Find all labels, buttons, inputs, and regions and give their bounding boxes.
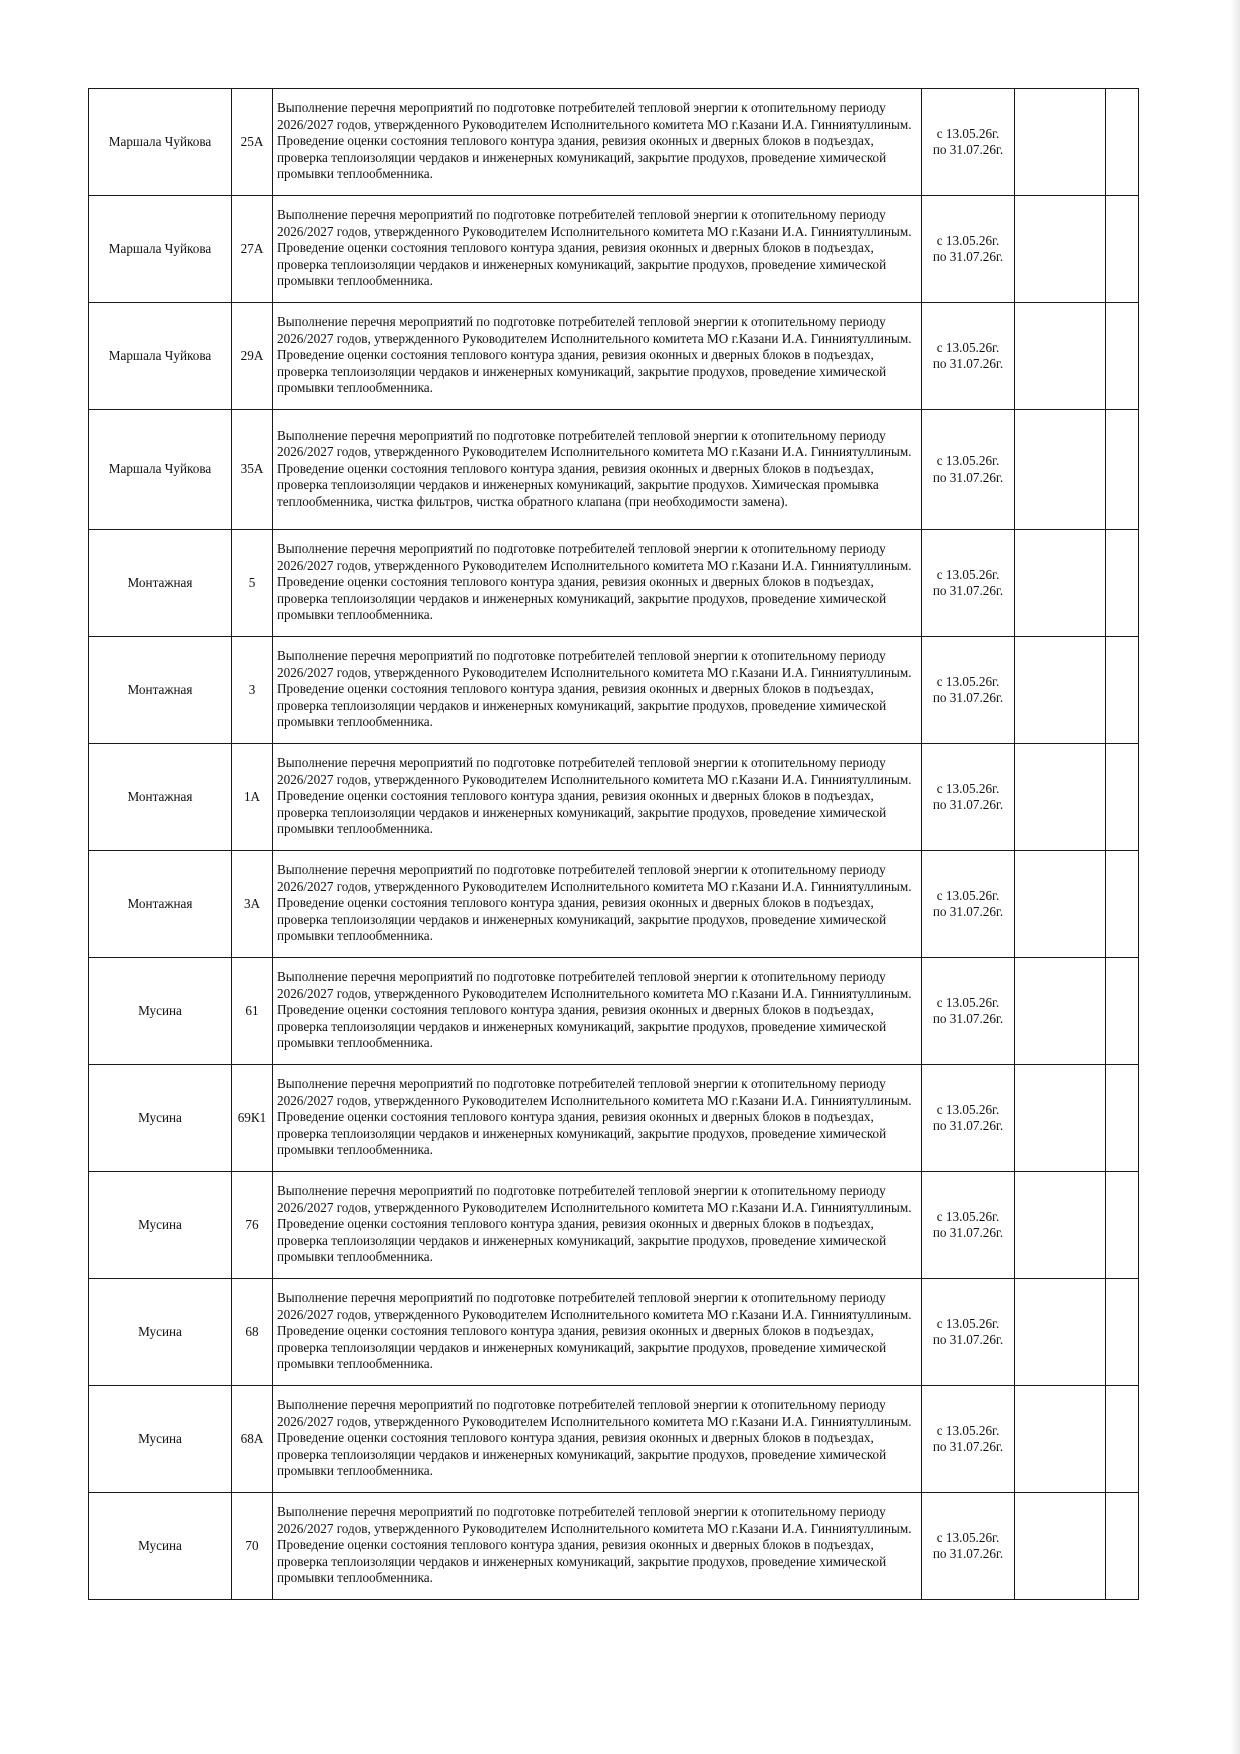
period-from: с 13.05.26г. — [936, 232, 1000, 248]
period-from: с 13.05.26г. — [936, 1422, 1000, 1438]
empty-cell — [1015, 744, 1106, 851]
work-description-cell: Выполнение перечня мероприятий по подготовке потребителей тепловой энергии к отопительному периоду 2026/2027 годов, утвержденного Руководителем Исполнительного комитета МО г.Казани И.А. Гинниятуллиным. Проведение оценки состояния теплового контура здания, ревизия оконных и дверных блоков в подъездах, проверка теплоизоляции чердаков и инженерных комуникаций, закрытие продухов, проведение химической промывки теплообменника. — [273, 958, 922, 1065]
street-cell: Маршала Чуйкова — [89, 303, 232, 410]
period-to: по 31.07.26г. — [932, 1546, 1004, 1561]
period-cell — [922, 303, 1015, 410]
period-from: с 13.05.26г. — [936, 1101, 1000, 1117]
house-number-cell: 5 — [232, 530, 273, 637]
empty-cell — [1015, 958, 1106, 1065]
empty-cell — [1106, 196, 1139, 303]
empty-cell — [1106, 410, 1139, 530]
period-cell — [922, 196, 1015, 303]
table-row — [89, 1493, 1139, 1600]
period-cell — [922, 410, 1015, 530]
empty-cell — [1106, 530, 1139, 637]
period-cell — [922, 637, 1015, 744]
empty-cell — [1106, 1279, 1139, 1386]
period-cell — [922, 530, 1015, 637]
work-description-cell: Выполнение перечня мероприятий по подготовке потребителей тепловой энергии к отопительному периоду 2026/2027 годов, утвержденного Руководителем Исполнительного комитета МО г.Казани И.А. Гинниятуллиным. Проведение оценки состояния теплового контура здания, ревизия оконных и дверных блоков в подъездах, проверка теплоизоляции чердаков и инженерных комуникаций, закрытие продухов, проведение химической промывки теплообменника. — [273, 851, 922, 958]
house-number-cell: 70 — [232, 1493, 273, 1600]
empty-cell — [1015, 1493, 1106, 1600]
empty-cell — [1015, 303, 1106, 410]
empty-cell — [1015, 1172, 1106, 1279]
house-number-cell: 27А — [232, 196, 273, 303]
period-from: с 13.05.26г. — [936, 780, 1000, 796]
work-description-cell: Выполнение перечня мероприятий по подготовке потребителей тепловой энергии к отопительному периоду 2026/2027 годов, утвержденного Руководителем Исполнительного комитета МО г.Казани И.А. Гинниятуллиным. Проведение оценки состояния теплового контура здания, ревизия оконных и дверных блоков в подъездах, проверка теплоизоляции чердаков и инженерных комуникаций, закрытие продухов. Химическая промывка теплообменника, чистка фильтров, чистка обратного клапана (при необходимости замена). — [273, 410, 922, 530]
work-description-cell: Выполнение перечня мероприятий по подготовке потребителей тепловой энергии к отопительному периоду 2026/2027 годов, утвержденного Руководителем Исполнительного комитета МО г.Казани И.А. Гинниятуллиным. Проведение оценки состояния теплового контура здания, ревизия оконных и дверных блоков в подъездах, проверка теплоизоляции чердаков и инженерных комуникаций, закрытие продухов, проведение химической промывки теплообменника. — [273, 1493, 922, 1600]
scan-page-edge — [1230, 0, 1240, 1754]
period-to: по 31.07.26г. — [932, 690, 1004, 705]
table-body — [89, 89, 1139, 1600]
work-description-cell: Выполнение перечня мероприятий по подготовке потребителей тепловой энергии к отопительному периоду 2026/2027 годов, утвержденного Руководителем Исполнительного комитета МО г.Казани И.А. Гинниятуллиным. Проведение оценки состояния теплового контура здания, ревизия оконных и дверных блоков в подъездах, проверка теплоизоляции чердаков и инженерных комуникаций, закрытие продухов, проведение химической промывки теплообменника. — [273, 637, 922, 744]
empty-cell — [1015, 1065, 1106, 1172]
street-cell: Монтажная — [89, 637, 232, 744]
table-row — [89, 1065, 1139, 1172]
period-cell — [922, 851, 1015, 958]
street-cell: Мусина — [89, 1172, 232, 1279]
empty-cell — [1106, 303, 1139, 410]
table-row — [89, 637, 1139, 744]
period-to: по 31.07.26г. — [932, 249, 1004, 264]
empty-cell — [1015, 196, 1106, 303]
period-cell — [922, 744, 1015, 851]
work-description-cell: Выполнение перечня мероприятий по подготовке потребителей тепловой энергии к отопительному периоду 2026/2027 годов, утвержденного Руководителем Исполнительного комитета МО г.Казани И.А. Гинниятуллиным. Проведение оценки состояния теплового контура здания, ревизия оконных и дверных блоков в подъездах, проверка теплоизоляции чердаков и инженерных комуникаций, закрытие продухов, проведение химической промывки теплообменника. — [273, 1172, 922, 1279]
empty-cell — [1106, 744, 1139, 851]
table-row — [89, 410, 1139, 530]
period-from: с 13.05.26г. — [936, 994, 1000, 1010]
period-from: с 13.05.26г. — [936, 673, 1000, 689]
period-from: с 13.05.26г. — [936, 1529, 1000, 1545]
period-to: по 31.07.26г. — [932, 142, 1004, 157]
street-cell: Мусина — [89, 1279, 232, 1386]
period-from: с 13.05.26г. — [936, 453, 1000, 469]
empty-cell — [1106, 1386, 1139, 1493]
table-row — [89, 851, 1139, 958]
table-row — [89, 196, 1139, 303]
work-description-cell: Выполнение перечня мероприятий по подготовке потребителей тепловой энергии к отопительному периоду 2026/2027 годов, утвержденного Руководителем Исполнительного комитета МО г.Казани И.А. Гинниятуллиным. Проведение оценки состояния теплового контура здания, ревизия оконных и дверных блоков в подъездах, проверка теплоизоляции чердаков и инженерных комуникаций, закрытие продухов, проведение химической промывки теплообменника. — [273, 1279, 922, 1386]
table-row — [89, 303, 1139, 410]
period-cell — [922, 958, 1015, 1065]
period-to: по 31.07.26г. — [932, 1118, 1004, 1133]
street-cell: Монтажная — [89, 530, 232, 637]
empty-cell — [1015, 637, 1106, 744]
period-to: по 31.07.26г. — [932, 1011, 1004, 1026]
table-row — [89, 1279, 1139, 1386]
period-from: с 13.05.26г. — [936, 566, 1000, 582]
street-cell: Монтажная — [89, 744, 232, 851]
period-from: с 13.05.26г. — [936, 1315, 1000, 1331]
empty-cell — [1106, 1493, 1139, 1600]
street-cell: Мусина — [89, 1065, 232, 1172]
street-cell: Мусина — [89, 958, 232, 1065]
period-to: по 31.07.26г. — [932, 583, 1004, 598]
house-number-cell: 1А — [232, 744, 273, 851]
table-row — [89, 744, 1139, 851]
period-cell — [922, 89, 1015, 196]
work-description-cell: Выполнение перечня мероприятий по подготовке потребителей тепловой энергии к отопительному периоду 2026/2027 годов, утвержденного Руководителем Исполнительного комитета МО г.Казани И.А. Гинниятуллиным. Проведение оценки состояния теплового контура здания, ревизия оконных и дверных блоков в подъездах, проверка теплоизоляции чердаков и инженерных комуникаций, закрытие продухов, проведение химической промывки теплообменника. — [273, 1065, 922, 1172]
work-description-cell: Выполнение перечня мероприятий по подготовке потребителей тепловой энергии к отопительному периоду 2026/2027 годов, утвержденного Руководителем Исполнительного комитета МО г.Казани И.А. Гинниятуллиным. Проведение оценки состояния теплового контура здания, ревизия оконных и дверных блоков в подъездах, проверка теплоизоляции чердаков и инженерных комуникаций, закрытие продухов, проведение химической промывки теплообменника. — [273, 196, 922, 303]
period-from: с 13.05.26г. — [936, 339, 1000, 355]
period-from: с 13.05.26г. — [936, 887, 1000, 903]
period-cell — [922, 1279, 1015, 1386]
table-row — [89, 530, 1139, 637]
empty-cell — [1015, 89, 1106, 196]
house-number-cell: 68А — [232, 1386, 273, 1493]
house-number-cell: 35А — [232, 410, 273, 530]
period-to: по 31.07.26г. — [932, 469, 1004, 485]
house-number-cell: 3А — [232, 851, 273, 958]
period-cell — [922, 1065, 1015, 1172]
street-cell: Монтажная — [89, 851, 232, 958]
empty-cell — [1106, 958, 1139, 1065]
empty-cell — [1015, 410, 1106, 530]
period-cell — [922, 1493, 1015, 1600]
table-row — [89, 89, 1139, 196]
maintenance-schedule-table — [88, 88, 1139, 1600]
table-row — [89, 958, 1139, 1065]
empty-cell — [1106, 637, 1139, 744]
empty-cell — [1015, 1386, 1106, 1493]
house-number-cell: 3 — [232, 637, 273, 744]
street-cell: Мусина — [89, 1386, 232, 1493]
empty-cell — [1015, 1279, 1106, 1386]
period-to: по 31.07.26г. — [932, 1225, 1004, 1240]
empty-cell — [1106, 1172, 1139, 1279]
work-description-cell: Выполнение перечня мероприятий по подготовке потребителей тепловой энергии к отопительному периоду 2026/2027 годов, утвержденного Руководителем Исполнительного комитета МО г.Казани И.А. Гинниятуллиным. Проведение оценки состояния теплового контура здания, ревизия оконных и дверных блоков в подъездах, проверка теплоизоляции чердаков и инженерных комуникаций, закрытие продухов, проведение химической промывки теплообменника. — [273, 89, 922, 196]
work-description-cell: Выполнение перечня мероприятий по подготовке потребителей тепловой энергии к отопительному периоду 2026/2027 годов, утвержденного Руководителем Исполнительного комитета МО г.Казани И.А. Гинниятуллиным. Проведение оценки состояния теплового контура здания, ревизия оконных и дверных блоков в подъездах, проверка теплоизоляции чердаков и инженерных комуникаций, закрытие продухов, проведение химической промывки теплообменника. — [273, 303, 922, 410]
period-to: по 31.07.26г. — [932, 1332, 1004, 1347]
period-to: по 31.07.26г. — [932, 797, 1004, 812]
table-row — [89, 1172, 1139, 1279]
period-to: по 31.07.26г. — [932, 1439, 1004, 1454]
period-to: по 31.07.26г. — [932, 904, 1004, 919]
period-to: по 31.07.26г. — [932, 356, 1004, 371]
empty-cell — [1106, 851, 1139, 958]
house-number-cell: 61 — [232, 958, 273, 1065]
empty-cell — [1015, 530, 1106, 637]
house-number-cell: 69К1 — [232, 1065, 273, 1172]
table-row — [89, 1386, 1139, 1493]
street-cell: Маршала Чуйкова — [89, 410, 232, 530]
house-number-cell: 76 — [232, 1172, 273, 1279]
street-cell: Мусина — [89, 1493, 232, 1600]
street-cell: Маршала Чуйкова — [89, 196, 232, 303]
period-cell — [922, 1172, 1015, 1279]
house-number-cell: 25А — [232, 89, 273, 196]
work-description-cell: Выполнение перечня мероприятий по подготовке потребителей тепловой энергии к отопительному периоду 2026/2027 годов, утвержденного Руководителем Исполнительного комитета МО г.Казани И.А. Гинниятуллиным. Проведение оценки состояния теплового контура здания, ревизия оконных и дверных блоков в подъездах, проверка теплоизоляции чердаков и инженерных комуникаций, закрытие продухов, проведение химической промывки теплообменника. — [273, 1386, 922, 1493]
period-cell — [922, 1386, 1015, 1493]
empty-cell — [1015, 851, 1106, 958]
period-from: с 13.05.26г. — [936, 125, 1000, 141]
empty-cell — [1106, 1065, 1139, 1172]
work-description-cell: Выполнение перечня мероприятий по подготовке потребителей тепловой энергии к отопительному периоду 2026/2027 годов, утвержденного Руководителем Исполнительного комитета МО г.Казани И.А. Гинниятуллиным. Проведение оценки состояния теплового контура здания, ревизия оконных и дверных блоков в подъездах, проверка теплоизоляции чердаков и инженерных комуникаций, закрытие продухов, проведение химической промывки теплообменника. — [273, 530, 922, 637]
work-description-cell: Выполнение перечня мероприятий по подготовке потребителей тепловой энергии к отопительному периоду 2026/2027 годов, утвержденного Руководителем Исполнительного комитета МО г.Казани И.А. Гинниятуллиным. Проведение оценки состояния теплового контура здания, ревизия оконных и дверных блоков в подъездах, проверка теплоизоляции чердаков и инженерных комуникаций, закрытие продухов, проведение химической промывки теплообменника. — [273, 744, 922, 851]
empty-cell — [1106, 89, 1139, 196]
period-from: с 13.05.26г. — [936, 1208, 1000, 1224]
house-number-cell: 29А — [232, 303, 273, 410]
house-number-cell: 68 — [232, 1279, 273, 1386]
street-cell: Маршала Чуйкова — [89, 89, 232, 196]
